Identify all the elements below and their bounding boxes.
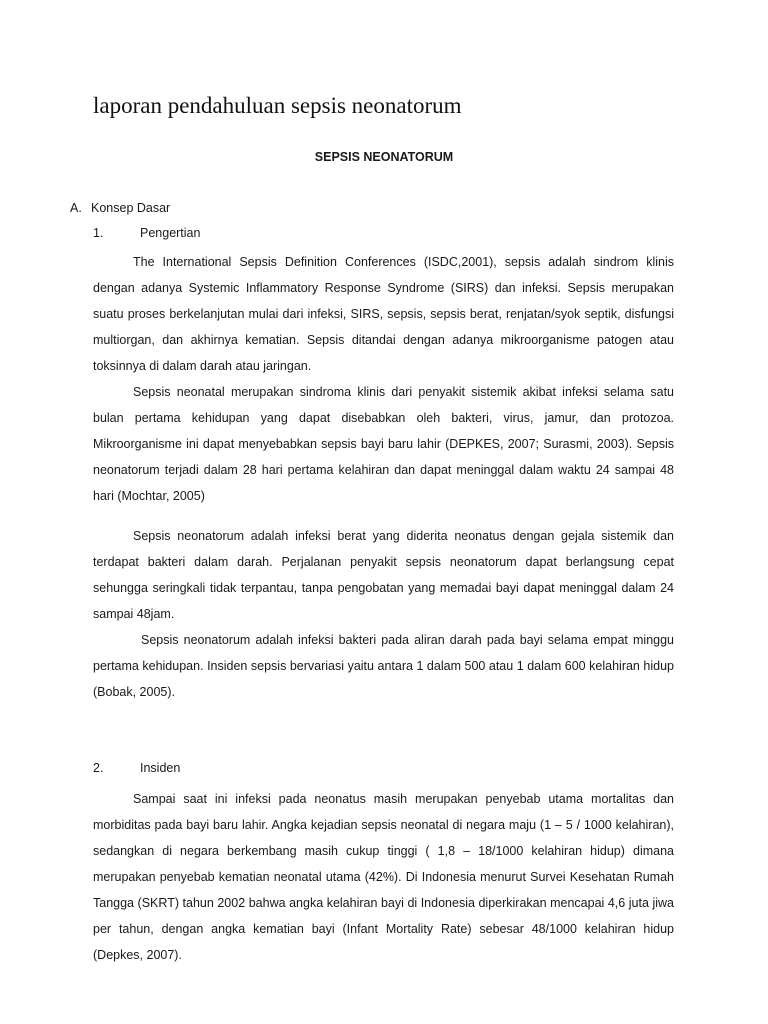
subsection-2-label: Insiden bbox=[140, 761, 181, 775]
paragraph-definition-1: The International Sepsis Definition Conferences (ISDC,2001), sepsis adalah sindrom klinis dengan adanya Systemic Inflammatory Response Syndrome (SIRS) dan infeksi. Sepsis merupakan suatu proses berkelanjutan mulai dari infeksi, SIRS, sepsis, sepsis berat, renjatan/syok septik, disfungsi multiorgan, dan akhirnya kematian. Sepsis ditandai dengan adanya mikroorganisme patogen atau toksinnya di dalam darah atau jaringan. bbox=[93, 255, 674, 373]
subsection-1-label: Pengertian bbox=[140, 226, 201, 240]
document-title: laporan pendahuluan sepsis neonatorum bbox=[93, 93, 462, 118]
main-heading: SEPSIS NEONATORUM bbox=[314, 150, 454, 164]
paragraph-definition-4: Sepsis neonatorum adalah infeksi bakteri pada aliran darah pada bayi selama empat minggu pertama kehidupan. Insiden sepsis bervariasi yaitu antara 1 dalam 500 atau 1 dalam 600 kelahiran hidup (Bobak, 2005). bbox=[93, 633, 674, 699]
subsection-2-number: 2. bbox=[93, 761, 104, 775]
subsection-1-number: 1. bbox=[93, 226, 104, 240]
paragraph-incidence: Sampai saat ini infeksi pada neonatus masih merupakan penyebab utama mortalitas dan morbiditas pada bayi baru lahir. Angka kejadian sepsis neonatal di negara maju (1 – 5 / 1000 kelahiran), sedangkan di negara berkembang masih cukup tinggi ( 1,8 – 18/1000 kelahiran hidup) dimana merupakan penyebab kematian neonatal utama (42%). Di Indonesia menurut Survei Kesehatan Rumah Tangga (SKRT) tahun 2002 bahwa angka kelahiran bayi di Indonesia diperkirakan mencapai 4,6 juta jiwa per tahun, dengan angka kematian bayi (Infant Mortality Rate) sebesar 48/1000 kelahiran hidup (Depkes, 2007). bbox=[93, 792, 674, 962]
section-marker: A. bbox=[70, 201, 82, 215]
paragraph-definition-2: Sepsis neonatal merupakan sindroma klinis dari penyakit sistemik akibat infeksi selama satu bulan pertama kehidupan yang dapat disebabkan oleh bakteri, virus, jamur, dan protozoa. Mikroorganisme ini dapat menyebabkan sepsis bayi baru lahir (DEPKES, 2007; Surasmi, 2003). Sepsis neonatorum terjadi dalam 28 hari pertama kelahiran dan dapat meninggal dalam waktu 24 sampai 48 hari (Mochtar, 2005) bbox=[93, 385, 674, 503]
paragraph-definition-3: Sepsis neonatorum adalah infeksi berat yang diderita neonatus dengan gejala sistemik dan terdapat bakteri dalam darah. Perjalanan penyakit sepsis neonatorum dapat berlangsung cepat sehungga seringkali tidak terpantau, tanpa pengobatan yang memadai bayi dapat meninggal dalam 24 sampai 48jam. bbox=[93, 529, 674, 621]
section-label: Konsep Dasar bbox=[91, 201, 171, 215]
